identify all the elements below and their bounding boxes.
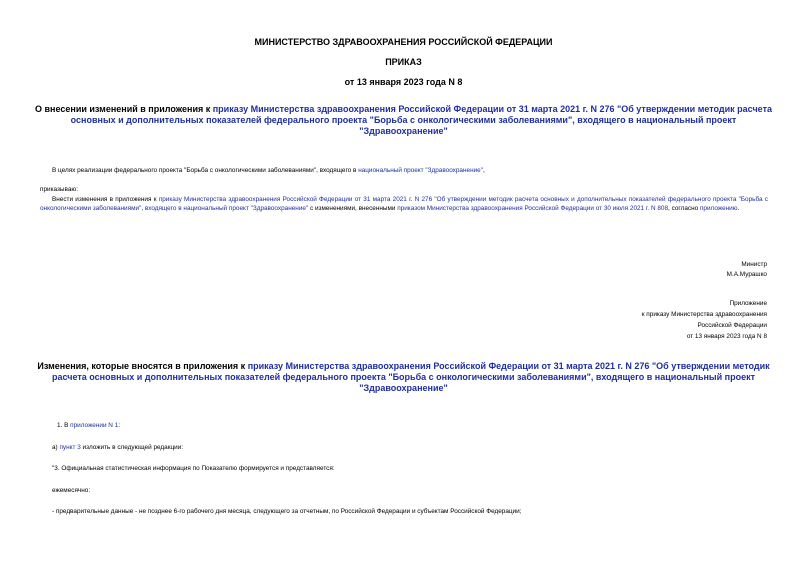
signature-position: Министр: [741, 261, 767, 268]
body-link-appendix[interactable]: приложению: [699, 204, 738, 212]
changes-title-link-order-276[interactable]: приказу Министерства здравоохранения Российской Федерации от 31 марта 2021 г. N 276 "Об утверждении методик расчета основных и дополнительных показателей федерального проекта "Борьба с онкологическими заболеваниями", входящего в национальный проект "Здравоохранение": [52, 361, 770, 393]
preamble-suffix: ,: [483, 167, 485, 174]
document-type: ПРИКАЗ: [385, 57, 422, 67]
preamble: [52, 167, 772, 176]
body-text-1: Внести изменения в приложения к: [52, 196, 159, 203]
item-1-link-appendix-1[interactable]: приложении N 1: [70, 422, 119, 429]
preamble-link-national-project[interactable]: национальный проект "Здравоохранение": [358, 167, 483, 174]
appendix-line-2: к приказу Министерства здравоохранения: [641, 311, 767, 318]
title-link-order-276[interactable]: приказу Министерства здравоохранения Российской Федерации от 31 марта 2021 г. N 276 "Об утверждении методик расчета основных и дополнительных показателей федерального проекта "Борьба с онкологическими заболеваниями", входящего в национальный проект "Здравоохранение": [70, 104, 772, 136]
appendix-line-4: от 13 января 2023 года N 8: [686, 333, 767, 340]
monthly-label: ежемесячно:: [52, 487, 91, 494]
order-word: приказываю:: [40, 186, 78, 193]
appendix-line-3: Российской Федерации: [697, 322, 767, 329]
appendix-line-1: Приложение: [729, 300, 767, 307]
item-1-prefix: 1. В: [57, 422, 71, 429]
item-a-link-point-3[interactable]: пункт 3: [59, 444, 81, 451]
body-link-order-276[interactable]: приказу Министерства здравоохранения Российской Федерации от 31 марта 2021 г. N 276 "Об утверждении методик расчета основных и дополнительных показателей федерального проекта "Борьба с онкологическими заболеваниями", входящего в национальный проект "Здравоохранение": [40, 196, 768, 212]
body-paragraph: [40, 196, 768, 213]
item-a-suffix: изложить в следующей редакции:: [80, 444, 184, 451]
item-a: [52, 444, 183, 453]
item-1: [57, 422, 120, 431]
signature-name: М.А.Мурашко: [726, 271, 767, 278]
document-date-number: от 13 января 2023 года N 8: [344, 77, 463, 87]
preamble-text: В целях реализации федерального проекта "Борьба с онкологическими заболеваниями", входящего в: [52, 167, 359, 174]
ministry-name: МИНИСТЕРСТВО ЗДРАВООХРАНЕНИЯ РОССИЙСКОЙ ФЕДЕРАЦИИ: [254, 37, 553, 47]
item-1-suffix: :: [118, 422, 121, 429]
preliminary-data: - предварительные данные - не позднее 6-го рабочего дня месяца, следующего за отчетным, по Российской Федерации и субъектам Российской Федерации;: [52, 508, 522, 515]
document-title: [30, 104, 777, 137]
body-text-2: с изменениями, внесенными: [308, 204, 398, 212]
body-text-4: .: [737, 204, 740, 212]
changes-title-prefix: Изменения, которые вносятся в приложения к: [37, 361, 248, 371]
body-text-3: , согласно: [668, 204, 700, 212]
quote-paragraph: "3. Официальная статистическая информация по Показателю формируется и представляется:: [52, 465, 335, 472]
title-prefix: О внесении изменений в приложения к: [35, 104, 213, 114]
body-link-order-808[interactable]: приказом Министерства здравоохранения Российской Федерации от 30 июля 2021 г. N 808: [397, 204, 669, 212]
changes-title: [30, 361, 777, 394]
item-a-prefix: а): [52, 444, 60, 451]
